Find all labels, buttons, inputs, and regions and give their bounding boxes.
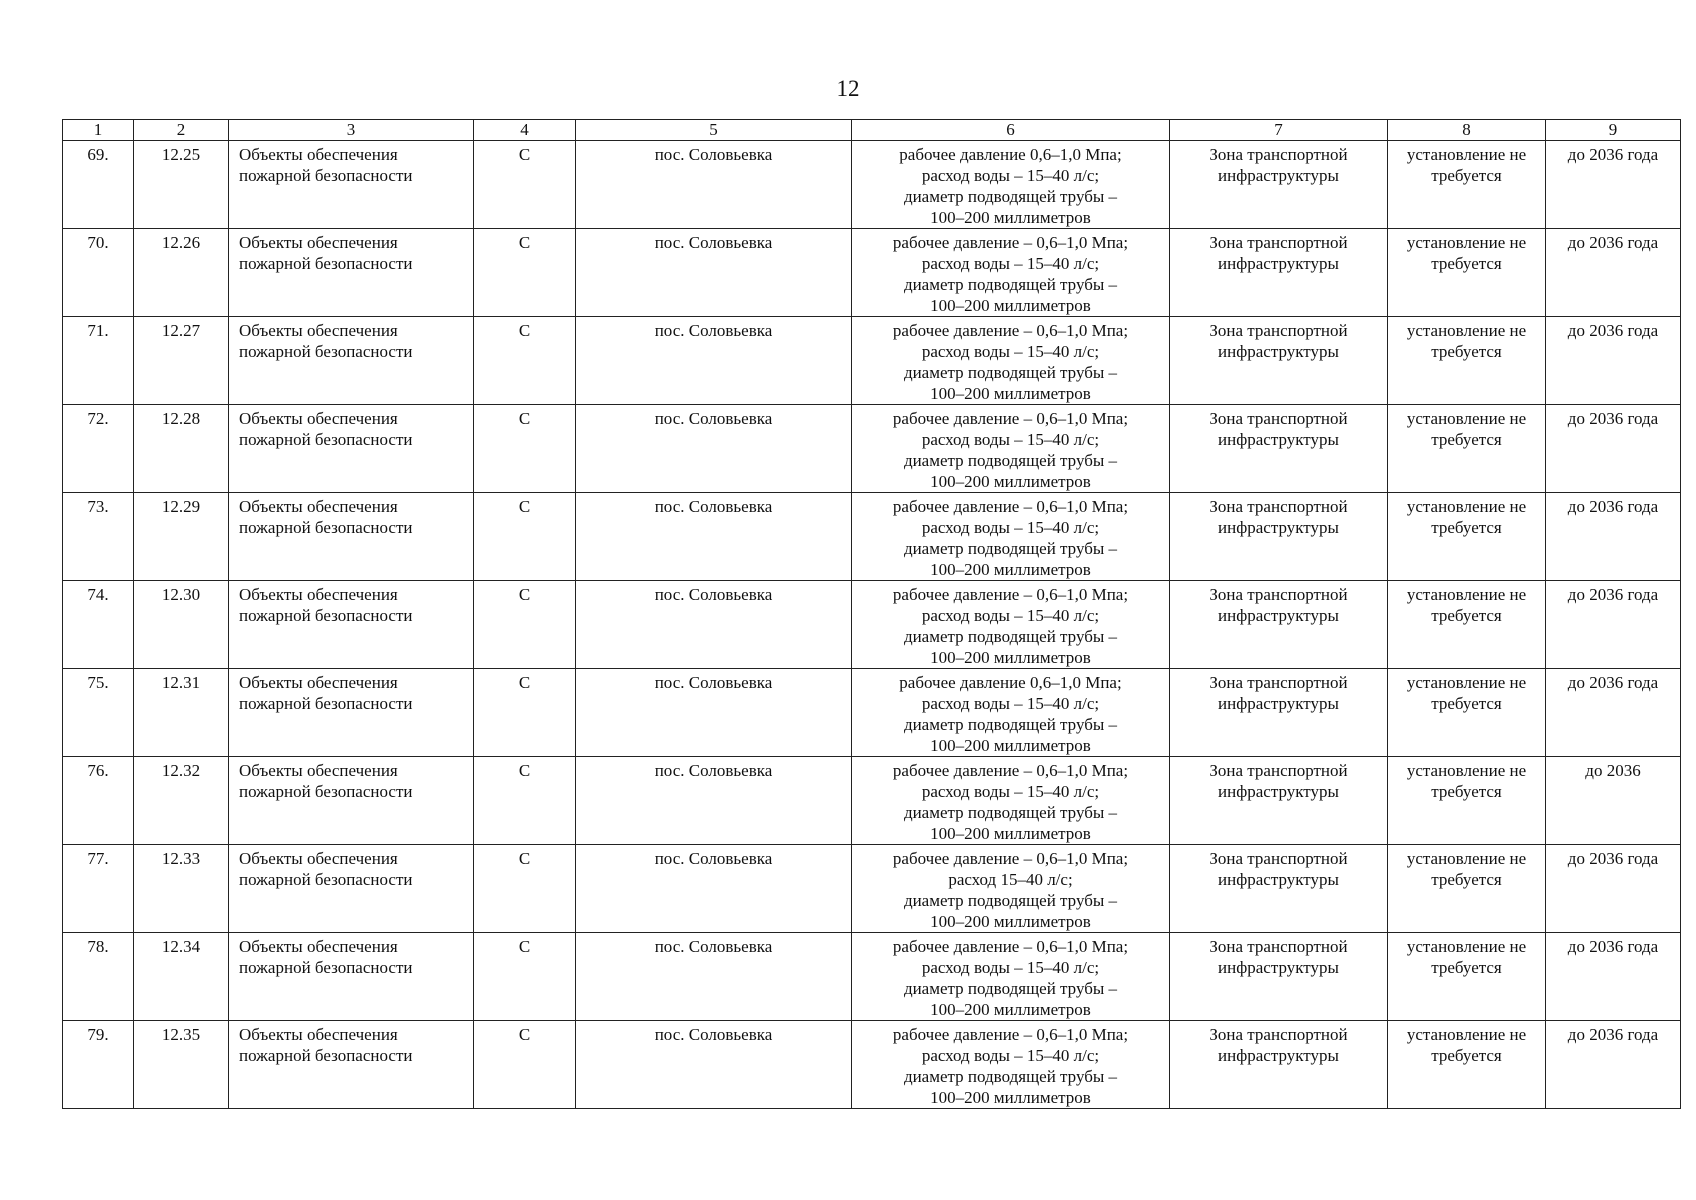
cell-text: требуется [1431,782,1502,801]
object-status [474,933,576,1021]
cell-text: расход воды – 15–40 л/с; [921,694,1100,713]
zone-restrictions [1388,405,1546,493]
object-name [229,581,474,669]
cell-text: Объекты обеспечения [239,673,398,692]
object-status [474,229,576,317]
cell-text: С [518,497,531,516]
cell-text: установление не [1406,497,1527,516]
cell-text: до 2036 года [1567,585,1659,604]
cell-text: диаметр подводящей трубы – [903,451,1118,470]
cell-text: 12.26 [161,233,201,252]
object-status [474,317,576,405]
cell-text: 100–200 миллиметров [930,1088,1091,1107]
cell-text: пос. Соловьевка [654,585,773,604]
zone-restrictions [1388,581,1546,669]
cell-text: Объекты обеспечения [239,145,398,164]
object-code [134,581,229,669]
cell-text: 100–200 миллиметров [930,1000,1091,1019]
object-code [134,229,229,317]
cell-text: 12.32 [161,761,201,780]
object-code [134,405,229,493]
cell-text: пожарной безопасности [239,430,413,449]
cell-text: пожарной безопасности [239,782,413,801]
implementation-deadline [1546,845,1681,933]
cell-text: инфраструктуры [1218,342,1339,361]
cell-text: расход воды – 15–40 л/с; [921,254,1100,273]
cell-text: Зона транспортной [1209,409,1348,428]
implementation-deadline [1546,229,1681,317]
row-number [63,669,134,757]
cell-text: инфраструктуры [1218,782,1339,801]
cell-text: рабочее давление – 0,6–1,0 Мпа; [892,849,1129,868]
cell-text: требуется [1431,254,1502,273]
object-location [576,141,852,229]
cell-text: 69. [87,145,109,164]
table-row [63,317,1681,405]
objects-table [62,119,1681,1109]
object-characteristics [852,933,1170,1021]
cell-text: установление не [1406,761,1527,780]
functional-zone [1170,493,1388,581]
cell-text: пос. Соловьевка [654,145,773,164]
cell-text: рабочее давление 0,6–1,0 Мпа; [899,145,1122,164]
cell-text: инфраструктуры [1218,518,1339,537]
cell-text: 100–200 миллиметров [930,824,1091,843]
object-characteristics [852,229,1170,317]
cell-text: 72. [87,409,109,428]
cell-text: диаметр подводящей трубы – [903,363,1118,382]
cell-text: Зона транспортной [1209,321,1348,340]
object-characteristics [852,405,1170,493]
object-name [229,1021,474,1109]
cell-text: рабочее давление – 0,6–1,0 Мпа; [892,937,1129,956]
cell-text: 78. [87,937,109,956]
object-name [229,493,474,581]
cell-text: пожарной безопасности [239,342,413,361]
cell-text: расход воды – 15–40 л/с; [921,518,1100,537]
cell-text: Объекты обеспечения [239,321,398,340]
cell-text: установление не [1406,1025,1527,1044]
cell-text: до 2036 года [1567,233,1659,252]
row-number [63,229,134,317]
cell-text: расход воды – 15–40 л/с; [921,1046,1100,1065]
cell-text: до 2036 года [1567,497,1659,516]
cell-text: пос. Соловьевка [654,673,773,692]
cell-text: до 2036 года [1567,409,1659,428]
cell-text: Объекты обеспечения [239,1025,398,1044]
cell-text: рабочее давление – 0,6–1,0 Мпа; [892,321,1129,340]
cell-text: установление не [1406,145,1527,164]
object-characteristics [852,493,1170,581]
cell-text: диаметр подводящей трубы – [903,187,1118,206]
functional-zone [1170,1021,1388,1109]
cell-text: расход воды – 15–40 л/с; [921,606,1100,625]
functional-zone [1170,317,1388,405]
functional-zone [1170,845,1388,933]
cell-text: С [518,145,531,164]
cell-text: требуется [1431,870,1502,889]
object-code [134,757,229,845]
cell-text: расход воды – 15–40 л/с; [921,342,1100,361]
zone-restrictions [1388,493,1546,581]
cell-text: пожарной безопасности [239,694,413,713]
cell-text: 100–200 миллиметров [930,384,1091,403]
object-characteristics [852,845,1170,933]
cell-text: 76. [87,761,109,780]
cell-text: Объекты обеспечения [239,937,398,956]
cell-text: до 2036 года [1567,321,1659,340]
object-code [134,493,229,581]
object-location [576,669,852,757]
zone-restrictions [1388,933,1546,1021]
column-number-row [63,120,1681,141]
cell-text: 74. [87,585,109,604]
object-location [576,933,852,1021]
zone-restrictions [1388,317,1546,405]
cell-text: 12.30 [161,585,201,604]
cell-text: расход воды – 15–40 л/с; [921,782,1100,801]
row-number [63,493,134,581]
cell-text: диаметр подводящей трубы – [903,275,1118,294]
object-code [134,141,229,229]
implementation-deadline [1546,317,1681,405]
cell-text: 77. [87,849,109,868]
implementation-deadline [1546,1021,1681,1109]
cell-text: требуется [1431,430,1502,449]
object-location [576,493,852,581]
cell-text: до 2036 [1585,761,1641,780]
object-name [229,845,474,933]
cell-text: 12.34 [161,937,201,956]
cell-text: 71. [87,321,109,340]
cell-text: 12.35 [161,1025,201,1044]
cell-text: диаметр подводящей трубы – [903,1067,1118,1086]
object-code [134,1021,229,1109]
row-number [63,317,134,405]
implementation-deadline [1546,581,1681,669]
cell-text: 100–200 миллиметров [930,472,1091,491]
cell-text: диаметр подводящей трубы – [903,627,1118,646]
implementation-deadline [1546,933,1681,1021]
object-location [576,229,852,317]
cell-text: пожарной безопасности [239,166,413,185]
cell-text: 100–200 миллиметров [930,912,1091,931]
cell-text: установление не [1406,673,1527,692]
cell-text: пожарной безопасности [239,606,413,625]
cell-text: установление не [1406,321,1527,340]
object-characteristics [852,317,1170,405]
cell-text: требуется [1431,958,1502,977]
row-number [63,141,134,229]
object-code [134,669,229,757]
column-header: 7 [1170,120,1388,141]
cell-text: С [518,409,531,428]
zone-restrictions [1388,757,1546,845]
row-number [63,581,134,669]
object-status [474,1021,576,1109]
cell-text: диаметр подводящей трубы – [903,715,1118,734]
object-location [576,317,852,405]
cell-text: С [518,673,531,692]
row-number [63,1021,134,1109]
cell-text: Зона транспортной [1209,849,1348,868]
cell-text: 12.28 [161,409,201,428]
cell-text: рабочее давление 0,6–1,0 Мпа; [899,673,1122,692]
cell-text: 100–200 миллиметров [930,648,1091,667]
cell-text: рабочее давление – 0,6–1,0 Мпа; [892,1025,1129,1044]
zone-restrictions [1388,229,1546,317]
cell-text: пос. Соловьевка [654,761,773,780]
table-body [63,141,1681,1109]
object-characteristics [852,1021,1170,1109]
cell-text: С [518,761,531,780]
zone-restrictions [1388,1021,1546,1109]
cell-text: инфраструктуры [1218,254,1339,273]
cell-text: Объекты обеспечения [239,761,398,780]
object-location [576,405,852,493]
cell-text: пожарной безопасности [239,958,413,977]
cell-text: требуется [1431,518,1502,537]
cell-text: установление не [1406,937,1527,956]
cell-text: 79. [87,1025,109,1044]
cell-text: требуется [1431,606,1502,625]
cell-text: инфраструктуры [1218,694,1339,713]
cell-text: инфраструктуры [1218,870,1339,889]
object-location [576,581,852,669]
cell-text: до 2036 года [1567,937,1659,956]
cell-text: пос. Соловьевка [654,937,773,956]
cell-text: Объекты обеспечения [239,585,398,604]
cell-text: расход воды – 15–40 л/с; [921,958,1100,977]
functional-zone [1170,933,1388,1021]
cell-text: С [518,585,531,604]
cell-text: установление не [1406,849,1527,868]
object-status [474,757,576,845]
cell-text: Зона транспортной [1209,673,1348,692]
cell-text: рабочее давление – 0,6–1,0 Мпа; [892,233,1129,252]
cell-text: 12.33 [161,849,201,868]
zone-restrictions [1388,845,1546,933]
row-number [63,405,134,493]
object-name [229,669,474,757]
page-number: 12 [836,76,860,101]
cell-text: требуется [1431,1046,1502,1065]
row-number [63,933,134,1021]
cell-text: пожарной безопасности [239,870,413,889]
table-row [63,757,1681,845]
object-status [474,493,576,581]
table-row [63,845,1681,933]
cell-text: до 2036 года [1567,673,1659,692]
cell-text: инфраструктуры [1218,958,1339,977]
cell-text: пожарной безопасности [239,254,413,273]
cell-text: 100–200 миллиметров [930,736,1091,755]
column-header: 2 [134,120,229,141]
cell-text: пос. Соловьевка [654,409,773,428]
column-header: 1 [63,120,134,141]
cell-text: диаметр подводящей трубы – [903,891,1118,910]
implementation-deadline [1546,757,1681,845]
cell-text: рабочее давление – 0,6–1,0 Мпа; [892,585,1129,604]
cell-text: 70. [87,233,109,252]
cell-text: Объекты обеспечения [239,849,398,868]
table-row [63,933,1681,1021]
cell-text: инфраструктуры [1218,1046,1339,1065]
object-characteristics [852,141,1170,229]
object-name [229,933,474,1021]
object-location [576,1021,852,1109]
functional-zone [1170,141,1388,229]
object-name [229,141,474,229]
object-location [576,757,852,845]
cell-text: С [518,937,531,956]
cell-text: 73. [87,497,109,516]
cell-text: требуется [1431,166,1502,185]
column-header: 8 [1388,120,1546,141]
cell-text: до 2036 года [1567,1025,1659,1044]
functional-zone [1170,669,1388,757]
object-status [474,405,576,493]
zone-restrictions [1388,669,1546,757]
cell-text: пос. Соловьевка [654,1025,773,1044]
cell-text: установление не [1406,233,1527,252]
cell-text: 12.25 [161,145,201,164]
cell-text: 100–200 миллиметров [930,208,1091,227]
cell-text: 12.31 [161,673,201,692]
object-characteristics [852,757,1170,845]
cell-text: Объекты обеспечения [239,497,398,516]
implementation-deadline [1546,669,1681,757]
object-name [229,757,474,845]
implementation-deadline [1546,405,1681,493]
table-row [63,1021,1681,1109]
object-characteristics [852,581,1170,669]
cell-text: расход 15–40 л/с; [948,870,1073,889]
cell-text: расход воды – 15–40 л/с; [921,166,1100,185]
cell-text: диаметр подводящей трубы – [903,539,1118,558]
cell-text: 12.27 [161,321,201,340]
cell-text: пос. Соловьевка [654,497,773,516]
cell-text: рабочее давление – 0,6–1,0 Мпа; [892,761,1129,780]
cell-text: рабочее давление – 0,6–1,0 Мпа; [892,497,1129,516]
cell-text: Зона транспортной [1209,233,1348,252]
cell-text: С [518,1025,531,1044]
cell-text: пожарной безопасности [239,518,413,537]
object-code [134,933,229,1021]
object-location [576,845,852,933]
cell-text: установление не [1406,409,1527,428]
row-number [63,845,134,933]
cell-text: Объекты обеспечения [239,233,398,252]
cell-text: 100–200 миллиметров [930,560,1091,579]
cell-text: диаметр подводящей трубы – [903,979,1118,998]
object-status [474,141,576,229]
cell-text: С [518,321,531,340]
cell-text: 75. [87,673,109,692]
object-name [229,317,474,405]
cell-text: С [518,849,531,868]
cell-text: инфраструктуры [1218,606,1339,625]
cell-text: Зона транспортной [1209,497,1348,516]
cell-text: инфраструктуры [1218,166,1339,185]
cell-text: до 2036 года [1567,849,1659,868]
column-header: 9 [1546,120,1681,141]
object-status [474,845,576,933]
cell-text: С [518,233,531,252]
table-row [63,141,1681,229]
cell-text: инфраструктуры [1218,430,1339,449]
cell-text: расход воды – 15–40 л/с; [921,430,1100,449]
cell-text: Зона транспортной [1209,937,1348,956]
functional-zone [1170,581,1388,669]
implementation-deadline [1546,493,1681,581]
object-code [134,845,229,933]
functional-zone [1170,229,1388,317]
cell-text: требуется [1431,342,1502,361]
cell-text: требуется [1431,694,1502,713]
cell-text: Объекты обеспечения [239,409,398,428]
table-row [63,669,1681,757]
cell-text: диаметр подводящей трубы – [903,803,1118,822]
cell-text: 12.29 [161,497,201,516]
functional-zone [1170,757,1388,845]
cell-text: Зона транспортной [1209,585,1348,604]
cell-text: 100–200 миллиметров [930,296,1091,315]
functional-zone [1170,405,1388,493]
cell-text: пос. Соловьевка [654,233,773,252]
cell-text: Зона транспортной [1209,1025,1348,1044]
object-name [229,405,474,493]
implementation-deadline [1546,141,1681,229]
column-header: 3 [229,120,474,141]
cell-text: Зона транспортной [1209,761,1348,780]
column-header: 4 [474,120,576,141]
object-status [474,669,576,757]
column-header: 5 [576,120,852,141]
cell-text: установление не [1406,585,1527,604]
cell-text: рабочее давление – 0,6–1,0 Мпа; [892,409,1129,428]
row-number [63,757,134,845]
zone-restrictions [1388,141,1546,229]
table-row [63,581,1681,669]
cell-text: пос. Соловьевка [654,321,773,340]
object-code [134,317,229,405]
object-status [474,581,576,669]
cell-text: до 2036 года [1567,145,1659,164]
table-row [63,493,1681,581]
table-row [63,229,1681,317]
cell-text: пос. Соловьевка [654,849,773,868]
object-characteristics [852,669,1170,757]
column-header: 6 [852,120,1170,141]
table-row [63,405,1681,493]
cell-text: Зона транспортной [1209,145,1348,164]
cell-text: пожарной безопасности [239,1046,413,1065]
object-name [229,229,474,317]
